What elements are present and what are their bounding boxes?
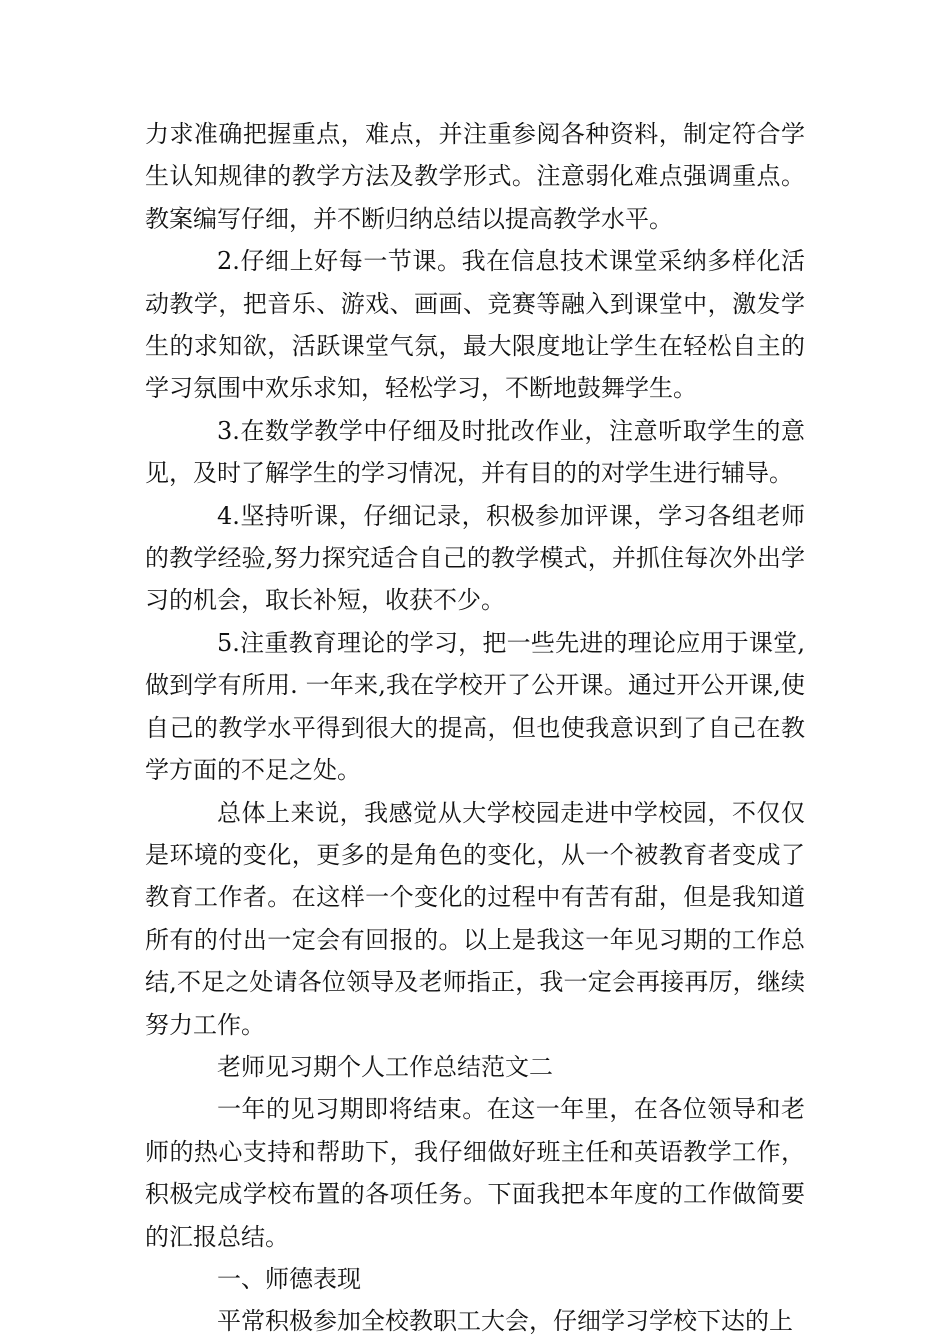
paragraph-item-5: 5.注重教育理论的学习，把一些先进的理论应用于课堂,做到学有所用. 一年来,我在学校开了公开课。通过开公开课,使自己的教学水平得到很大的提高，但也使我意识到了自己在教学方面的不足之处。 bbox=[145, 628, 805, 785]
paragraph-item-3: 3.在数学教学中仔细及时批改作业，注意听取学生的意见，及时了解学生的学习情况，并有目的的对学生进行辅导。 bbox=[145, 416, 805, 488]
document-body bbox=[145, 113, 805, 1343]
paragraph-ethics: 平常积极参加全校教职工大会，仔细学习学校下达的上 bbox=[217, 1307, 793, 1336]
section-heading-sample-two: 老师见习期个人工作总结范文二 bbox=[217, 1052, 553, 1081]
paragraph-summary: 总体上来说，我感觉从大学校园走进中学校园，不仅仅是环境的变化，更多的是角色的变化，从一个被教育者变成了教育工作者。在这样一个变化的过程中有苦有甜，但是我知道所有的付出一定会有回报的。以上是我这一年见习期的工作总结,不足之处请各位领导及老师指正，我一定会再接再厉，继续努力工作。 bbox=[145, 798, 805, 1039]
paragraph-continued: 力求准确把握重点，难点，并注重参阅各种资料，制定符合学生认知规律的教学方法及教学形式。注意弱化难点强调重点。教案编写仔细，并不断归纳总结以提高教学水平。 bbox=[145, 120, 805, 233]
section-heading-ethics: 一、师德表现 bbox=[217, 1264, 361, 1293]
paragraph-item-2: 2.仔细上好每一节课。我在信息技术课堂采纳多样化活动教学，把音乐、游戏、画画、竞赛等融入到课堂中，激发学生的求知欲，活跃课堂气氛，最大限度地让学生在轻松自主的学习氛围中欢乐求知，轻松学习，不断地鼓舞学生。 bbox=[145, 247, 805, 403]
paragraph-intro: 一年的见习期即将结束。在这一年里，在各位领导和老师的热心支持和帮助下，我仔细做好班主任和英语教学工作，积极完成学校布置的各项任务。下面我把本年度的工作做简要的汇报总结。 bbox=[145, 1095, 805, 1251]
paragraph-item-4: 4.坚持听课，仔细记录，积极参加评课，学习各组老师的教学经验,努力探究适合自己的教学模式，并抓住每次外出学习的机会，取长补短，收获不少。 bbox=[145, 501, 805, 615]
